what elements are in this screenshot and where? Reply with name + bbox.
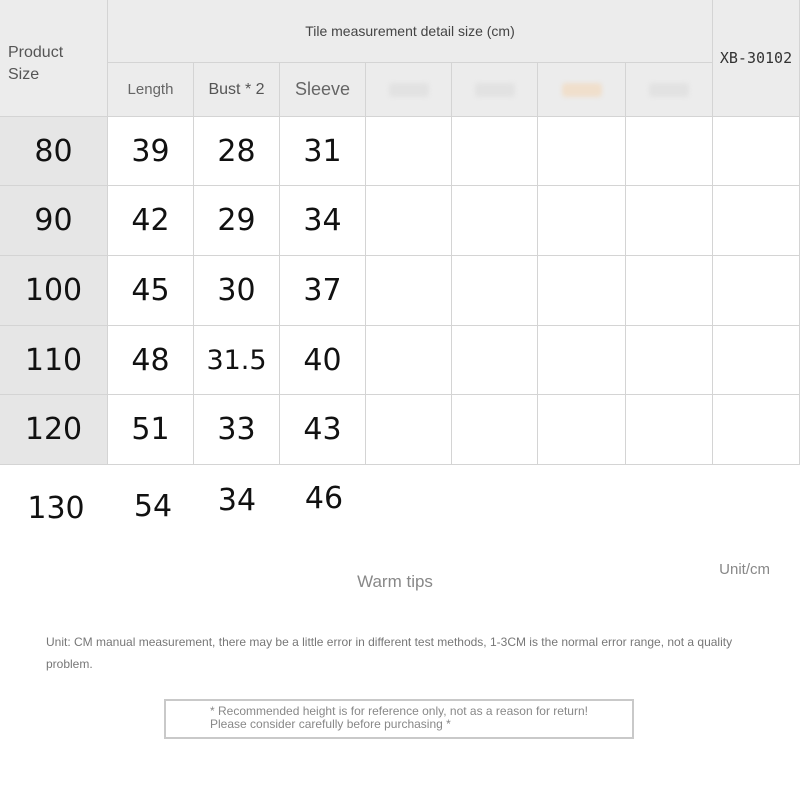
length-cell: 51	[108, 395, 194, 465]
warm-tips-heading: Warm tips	[357, 572, 433, 591]
product-size-header	[0, 0, 108, 117]
product-size-label-line2: Size	[8, 66, 40, 83]
empty-cell	[713, 186, 800, 256]
bust-cell: 29	[194, 186, 280, 256]
empty-cell	[452, 395, 538, 465]
length-cell: 42	[108, 186, 194, 256]
sleeve-cell: 34	[280, 186, 366, 256]
empty-cell	[713, 395, 800, 465]
length-cell: 45	[108, 256, 194, 326]
empty-cell	[366, 395, 452, 465]
column-header-sleeve: Sleeve	[280, 63, 366, 117]
bust-cell: 28	[194, 117, 280, 186]
size-cell: 130	[27, 490, 85, 526]
blurred-column-header	[538, 63, 626, 117]
length-cell: 54	[133, 488, 173, 524]
size-cell: 100	[0, 256, 108, 326]
blurred-column-header	[366, 63, 452, 117]
column-header-length: Length	[108, 63, 194, 117]
bust-cell: 33	[194, 395, 280, 465]
sleeve-cell: 43	[280, 395, 366, 465]
empty-cell	[366, 117, 452, 186]
empty-cell	[626, 326, 713, 395]
blurred-column-header	[626, 63, 713, 117]
empty-cell	[452, 186, 538, 256]
empty-cell	[538, 256, 626, 326]
size-cell: 90	[0, 186, 108, 256]
measurement-note: Unit: CM manual measurement, there may be a little error in different test methods, 1-3CM is the normal error range, not a quality problem.	[46, 635, 733, 671]
empty-cell	[452, 326, 538, 395]
length-cell: 48	[108, 326, 194, 395]
sleeve-cell: 40	[280, 326, 366, 395]
empty-cell	[626, 256, 713, 326]
empty-cell	[626, 395, 713, 465]
size-cell: 80	[0, 117, 108, 186]
empty-cell	[366, 186, 452, 256]
empty-cell	[713, 117, 800, 186]
sleeve-cell: 31	[280, 117, 366, 186]
column-header-bust: Bust * 2	[194, 63, 280, 117]
bust-cell: 30	[194, 256, 280, 326]
product-size-label-line1: Product	[8, 44, 64, 61]
sleeve-cell: 46	[304, 480, 344, 516]
empty-cell	[538, 395, 626, 465]
blurred-column-header	[452, 63, 538, 117]
length-cell: 39	[108, 117, 194, 186]
bust-cell: 31.5	[194, 326, 280, 395]
unit-label: Unit/cm	[719, 561, 770, 578]
size-cell: 120	[0, 395, 108, 465]
empty-cell	[538, 326, 626, 395]
product-code: XB-30102	[713, 0, 800, 117]
empty-cell	[713, 326, 800, 395]
table-title: Tile measurement detail size (cm)	[108, 0, 713, 63]
recommendation-line2: Please consider carefully before purchasing *	[210, 717, 451, 731]
recommendation-line1: * Recommended height is for reference only, not as a reason for return!	[210, 704, 588, 718]
empty-cell	[626, 117, 713, 186]
size-cell: 110	[0, 326, 108, 395]
empty-cell	[538, 186, 626, 256]
bust-cell: 34	[217, 482, 257, 518]
empty-cell	[713, 256, 800, 326]
recommendation-box	[164, 699, 634, 739]
empty-cell	[626, 186, 713, 256]
empty-cell	[366, 256, 452, 326]
sleeve-cell: 37	[280, 256, 366, 326]
empty-cell	[452, 117, 538, 186]
empty-cell	[452, 256, 538, 326]
empty-cell	[366, 326, 452, 395]
empty-cell	[538, 117, 626, 186]
